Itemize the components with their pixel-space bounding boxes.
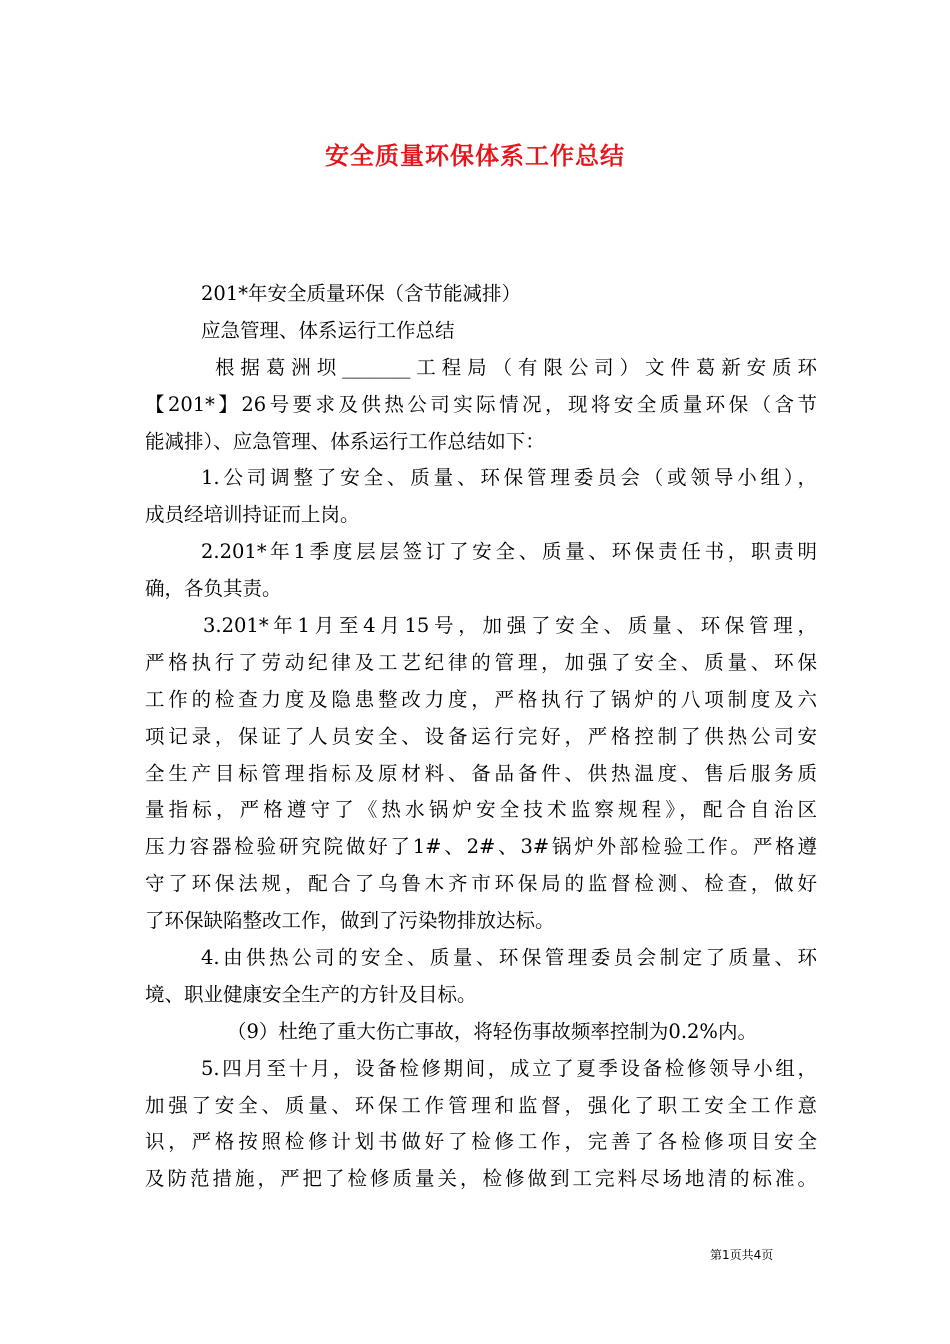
text-line: 【201*】26号要求及供热公司实际情况，现将安全质量环保（含节 — [145, 392, 817, 416]
text-line: 能减排）、应急管理、体系运行工作总结如下： — [145, 429, 545, 453]
text-line: 及防范措施，严把了检修质量关，检修做到工完料尽场地清的标准。 — [145, 1167, 817, 1191]
text-line: 全生产目标管理指标及原材料、备品备件、供热温度、售后服务质 — [145, 761, 817, 785]
text-line: 了环保缺陷整改工作，做到了污染物排放达标。 — [145, 909, 555, 933]
text-line: 严格执行了劳动纪律及工艺纪律的管理，加强了安全、质量、环保 — [145, 650, 817, 674]
text-line: 3.201*年1月至4月15号，加强了安全、质量、环保管理， — [203, 614, 817, 638]
text-line: 压力容器检验研究院做好了1#、2#、3#锅炉外部检验工作。严格遵 — [145, 835, 817, 859]
text-line: 量指标，严格遵守了《热水锅炉安全技术监察规程》，配合自治区 — [145, 798, 817, 822]
text-line: 识，严格按照检修计划书做好了检修工作，完善了各检修项目安全 — [145, 1130, 817, 1154]
document-title: 安全质量环保体系工作总结 — [325, 141, 625, 170]
page-number: 第1页共4页 — [710, 1248, 774, 1262]
text-line: 加强了安全、质量、环保工作管理和监督，强化了职工安全工作意 — [145, 1093, 817, 1117]
text-line: 工作的检查力度及隐患整改力度，严格执行了锅炉的八项制度及六 — [145, 687, 817, 711]
text-line: 守了环保法规，配合了乌鲁木齐市环保局的监督检测、检查，做好 — [145, 872, 817, 896]
text-line: 4.由供热公司的安全、质量、环保管理委员会制定了质量、环 — [201, 946, 817, 970]
text-line: 201*年安全质量环保（含节能减排） — [201, 282, 521, 305]
text-line: 成员经培训持证而上岗。 — [145, 503, 360, 527]
text-line: 2.201*年1季度层层签订了安全、质量、环保责任书，职责明 — [201, 540, 817, 564]
text-line: 根据葛洲坝_______工程局（有限公司）文件葛新安质环 — [215, 355, 817, 379]
text-line: （9）杜绝了重大伤亡事故，将轻伤事故频率控制为0.2%内。 — [227, 1019, 757, 1043]
text-line: 5.四月至十月，设备检修期间，成立了夏季设备检修领导小组， — [201, 1056, 817, 1080]
text-line: 应急管理、体系运行工作总结 — [201, 318, 455, 342]
text-line: 确，各负其责。 — [145, 577, 282, 601]
document-body — [145, 276, 817, 1198]
text-line: 境、职业健康安全生产的方针及目标。 — [145, 982, 477, 1006]
text-line: 1.公司调整了安全、质量、环保管理委员会（或领导小组）， — [201, 466, 817, 490]
text-line: 项记录，保证了人员安全、设备运行完好，严格控制了供热公司安 — [145, 724, 817, 748]
